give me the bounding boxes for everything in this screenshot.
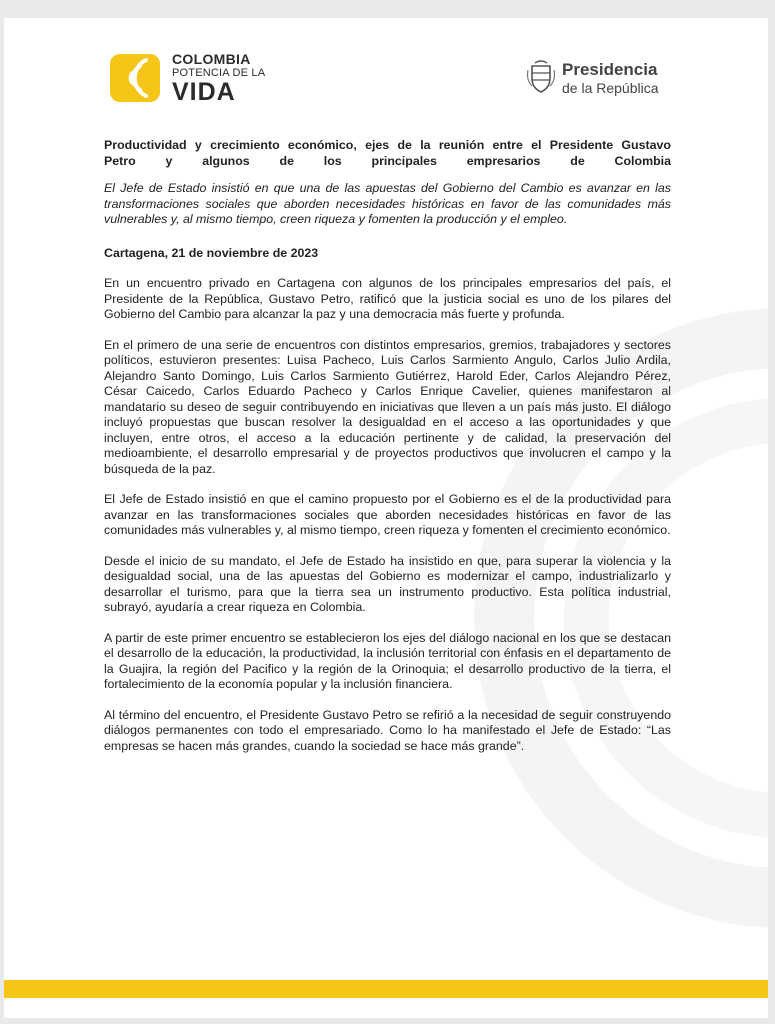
logo-line-2: POTENCIA DE LA bbox=[172, 67, 266, 79]
document-page bbox=[4, 18, 768, 1018]
body-paragraph: A partir de este primer encuentro se establecieron los ejes del diálogo nacional en los que se destacan el desarrollo de la educación, la productividad, la inclusión territorial con énfasis en el departamento de la Guajira, la región del Pacifico y la región de la Orinoquia; el desarrollo productivo de la tierra, el fortalecimiento de la economía popular y la inclusión financiera. bbox=[104, 630, 671, 691]
logo-wordmark bbox=[172, 52, 265, 105]
logo-line-3: VIDA bbox=[172, 78, 236, 106]
presidencia-logo bbox=[526, 60, 676, 100]
colombia-potencia-de-la-vida-logo bbox=[110, 52, 270, 108]
headline-line-1: Productividad y crecimiento económico, ejes de la reunión entre el Presidente Gustavo bbox=[104, 138, 671, 152]
headline-line-2: Petro y algunos de los principales empresarios de Colombia bbox=[104, 153, 671, 168]
dateline: Cartagena, 21 de noviembre de 2023 bbox=[104, 245, 319, 260]
body-paragraph: Desde el inicio de su mandato, el Jefe de Estado ha insistido en que, para superar la violencia y la desigualdad social, una de las apuestas del Gobierno es modernizar el campo, industrializarlo y desarrollar el turismo, para que la tierra sea un instrumento productivo. Esta política industrial, subrayó, ayudaría a crear riqueza en Colombia. bbox=[104, 553, 671, 614]
presidencia-title: Presidencia bbox=[562, 60, 658, 79]
body-paragraph: En el primero de una serie de encuentros con distintos empresarios, gremios, trabajadores y sectores políticos, estuvieron presentes: Luisa Pacheco, Luis Carlos Sarmiento Angulo, Carlos Julio Ardila, Alejandro Santo Domingo, Luis Carlos Sarmiento Gutiérrez, Harold Eder, Carlos Alejandro Pérez, César Caicedo, Carlos Eduardo Pacheco y Carlos Enrique Cavelier, quienes manifestaron al mandatario su deseo de seguir contribuyendo en iniciativas que lleven a un país más justo. El diálogo incluyó propuestas que buscan resolver la desigualdad en el acceso a las oportunidades y que incluyen, entre otros, el acceso a la educación pertinente y de calidad, la preservación del medioambiente, el desarrollo empresarial y de proyectos productivos que involucren el campo y la búsqueda de la paz. bbox=[104, 337, 671, 476]
presidencia-subtitle: de la República bbox=[562, 80, 659, 96]
press-release-body bbox=[104, 138, 671, 754]
body-paragraph: Al término del encuentro, el Presidente Gustavo Petro se refirió a la necesidad de seguir construyendo diálogos permanentes con todo el empresariado. Como lo ha manifestado el Jefe de Estado: “Las empresas se hacen más grandes, cuando la sociedad se hace más grande”. bbox=[104, 707, 671, 753]
footer-yellow-bar bbox=[4, 980, 768, 998]
logo-line-1: COLOMBIA bbox=[172, 51, 251, 67]
headline bbox=[104, 138, 671, 169]
body-paragraph: En un encuentro privado en Cartagena con algunos de los principales empresarios del país, el Presidente de la República, Gustavo Petro, ratificó que la justicia social es uno de los pilares del Gobierno del Cambio para alcanzar la paz y una democracia más fuerte y profunda. bbox=[104, 276, 671, 321]
coat-of-arms-icon bbox=[526, 60, 556, 94]
body-paragraph: El Jefe de Estado insistió en que el camino propuesto por el Gobierno es el de la productividad para avanzar en las transformaciones sociales que aborden necesidades históricas en favor de las comunidades más vulnerables y, al mismo tiempo, creen riqueza y fomenten el crecimiento económico. bbox=[104, 492, 671, 537]
lead-paragraph: El Jefe de Estado insistió en que una de las apuestas del Gobierno del Cambio es avanzar en las transformaciones sociales que aborden necesidades históricas en favor de las comunidades más vulnerables y, al mismo tiempo, creen riqueza y fomenten la producción y el empleo. bbox=[104, 181, 671, 226]
sound-wave-logo-icon bbox=[110, 52, 162, 104]
